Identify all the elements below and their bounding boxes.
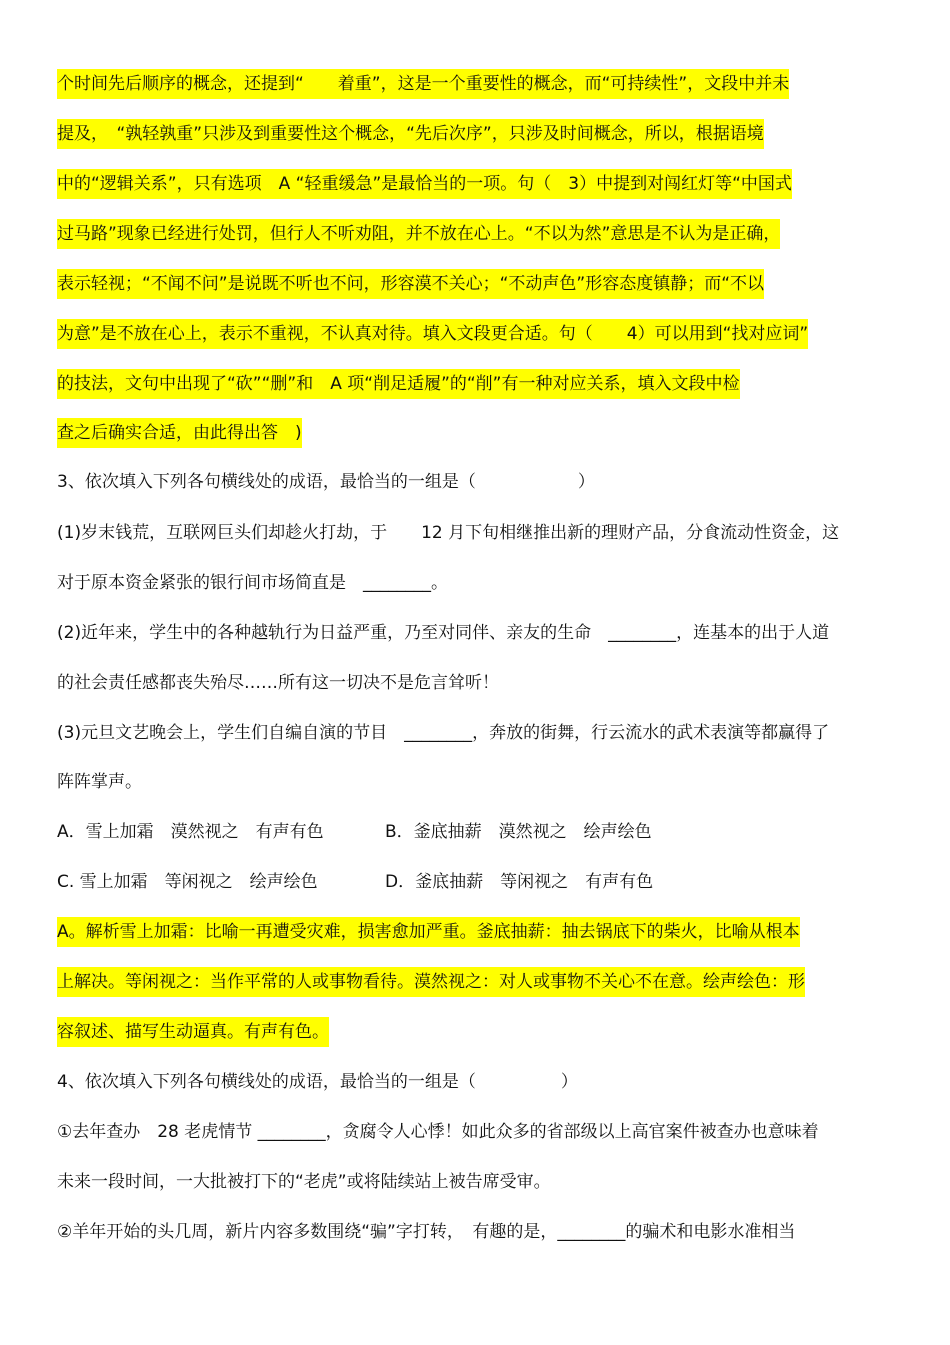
question-3-sentence: (2)近年来，学生中的各种越轨行为日益严重，乃至对同伴、亲友的生命 ________，连基本的出于人道	[57, 623, 830, 643]
explanation-line: 的技法，文句中出现了“砍”“删”和 A 项“削足适履”的“削”有一种对应关系，填入文段中检	[57, 369, 740, 399]
explanation-line: 为意”是不放在心上，表示不重视，不认真对待。填入文段更合适。句（ 4）可以用到“找对应词”	[57, 319, 808, 349]
explanation-line: 中的“逻辑关系”，只有选项 A “轻重缓急”是最恰当的一项。句（ 3）中提到对闯红灯等“中国式	[57, 169, 792, 199]
option-a: A．雪上加霜 漠然视之 有声有色	[57, 822, 324, 842]
question-3-options-row	[57, 817, 897, 847]
question-4-stem: 4、依次填入下列各句横线处的成语，最恰当的一组是（ ）	[57, 1072, 578, 1092]
explanation-line: 个时间先后顺序的概念，还提到“ 着重”，这是一个重要性的概念，而“可持续性”，文段中并未	[57, 69, 789, 99]
explanation-line: 查之后确实合适，由此得出答 )	[57, 418, 302, 448]
question-3-sentence: (1)岁末钱荒，互联网巨头们却趁火打劫，于 12 月下旬相继推出新的理财产品，分食流动性资金，这	[57, 523, 840, 543]
option-d: D．釜底抽薪 等闲视之 有声有色	[385, 872, 654, 892]
explanation-line: 表示轻视；“不闻不问”是说既不听也不问，形容漠不关心；“不动声色”形容态度镇静；而“不以	[57, 269, 764, 299]
explanation-line: 过马路”现象已经进行处罚，但行人不听劝阻，并不放在心上。“不以为然”意思是不认为是正确，	[57, 219, 780, 249]
question-3-sentence: (3)元旦文艺晚会上，学生们自编自演的节目 ________，奔放的街舞，行云流水的武术表演等都赢得了	[57, 723, 830, 743]
answer-line: 容叙述、描写生动逼真。有声有色。	[57, 1017, 329, 1047]
answer-line: 上解决。等闲视之：当作平常的人或事物看待。漠然视之：对人或事物不关心不在意。绘声绘色：形	[57, 967, 805, 997]
explanation-line: 提及， “孰轻孰重”只涉及到重要性这个概念，“先后次序”，只涉及时间概念，所以，根据语境	[57, 119, 764, 149]
question-3-options-row	[57, 867, 897, 897]
question-4-sentence: ②羊年开始的头几周，新片内容多数围绕“骗”字打转， 有趣的是，________的骗术和电影水准相当	[57, 1222, 796, 1242]
question-3-sentence: 阵阵掌声。	[57, 772, 142, 792]
option-b: B．釜底抽薪 漠然视之 绘声绘色	[385, 822, 652, 842]
question-3-sentence: 对于原本资金紧张的银行间市场简直是 ________。	[57, 573, 448, 593]
question-4-sentence: 未来一段时间，一大批被打下的“老虎”或将陆续站上被告席受审。	[57, 1172, 551, 1192]
question-3-stem: 3、依次填入下列各句横线处的成语，最恰当的一组是（ ）	[57, 472, 595, 492]
answer-line: A。解析雪上加霜：比喻一再遭受灾难，损害愈加严重。釜底抽薪：抽去锅底下的柴火，比喻从根本	[57, 917, 800, 947]
option-c: C. 雪上加霜 等闲视之 绘声绘色	[57, 872, 318, 892]
question-3-sentence: 的社会责任感都丧失殆尽……所有这一切决不是危言耸听！	[57, 673, 499, 693]
question-4-sentence: ①去年查办 28 老虎情节 ________，贪腐令人心悸！如此众多的省部级以上高官案件被查办也意味着	[57, 1122, 819, 1142]
